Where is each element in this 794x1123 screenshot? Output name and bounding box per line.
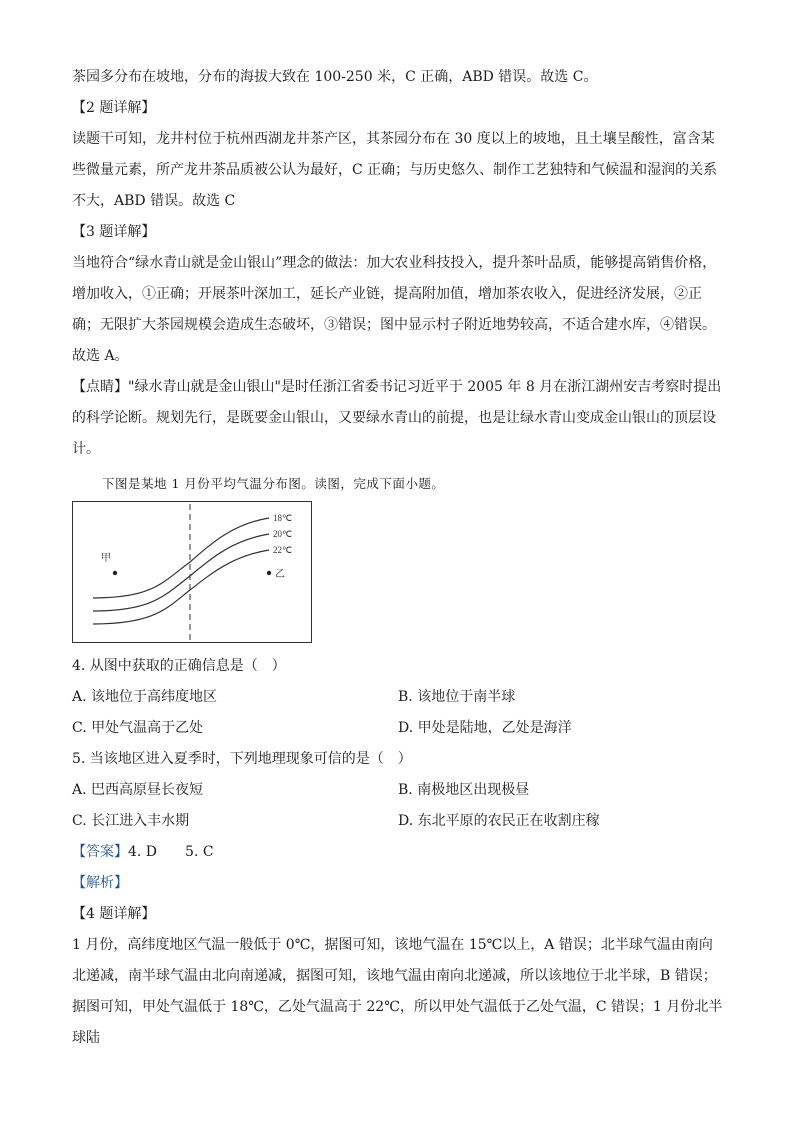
tip-label: 【点睛】: [72, 379, 128, 395]
point-a-marker: [113, 571, 117, 575]
option-d: D. 东北平原的农民正在收割庄稼: [398, 813, 600, 829]
text-line: 茶园多分布在坡地，分布的海拔大致在 100-250 米，C 正确，ABD 错误。故选 C。: [72, 69, 598, 85]
answer-text: 4. D 5. C: [128, 844, 214, 860]
question-5-options-row1: [72, 775, 724, 806]
isotherm-figure: [72, 501, 312, 643]
document-page: [72, 62, 724, 1054]
option-a: A. 该地位于高纬度地区: [72, 689, 218, 705]
answer-label: 【答案】: [72, 844, 128, 860]
analysis-label: 【解析】: [72, 875, 128, 891]
question-4-options-row2: [72, 713, 724, 744]
isotherm-label: 18℃: [273, 513, 293, 523]
tip-text: "绿水青山就是金山银山"是时任浙江省委书记习近平于 2005 年 8 月在浙江湖州安吉考察时提出的科学论断。规划先行，是既要金山银山，又要绿水青山的前提，也是让绿水青山变成金山银山的顶层设计。: [72, 379, 722, 457]
tip-paragraph: [72, 372, 724, 465]
paragraph: 当地符合“绿水青山就是金山银山”理念的做法：加大农业科技投入，提升茶叶品质，能够提高销售价格，增加收入，①正确；开展茶叶深加工，延长产业链，提高附加值，增加茶农收入，促进经济发展，②正确；无限扩大茶园规模会造成生态破坏，③错误；图中显示村子附近地势较高，不适合建水库，④错误。故选 A。: [72, 255, 717, 364]
figure-intro: 下图是某地 1 月份平均气温分布图。读图，完成下面小题。: [102, 476, 445, 491]
isotherm-label: 22℃: [273, 545, 293, 555]
point-b-label: 乙: [275, 569, 285, 580]
option-c: C. 甲处气温高于乙处: [72, 720, 204, 736]
answer-line: [72, 837, 724, 868]
section-heading: 【2 题详解】: [72, 100, 156, 116]
paragraph: 1 月份，高纬度地区气温一般低于 0℃，据图可知，该地气温在 15℃以上，A 错误；北半球气温由南向北递减，南半球气温由北向南递减，据图可知，该地气温由南向北递减，所以该地位于北半球，B 错误；据图可知，甲处气温低于 18℃，乙处气温高于 22℃，所以甲处气温低于乙处气温，C 错误；1 月份北半球陆: [72, 937, 723, 1046]
isotherm-20: [93, 534, 269, 611]
option-d: D. 甲处是陆地，乙处是海洋: [398, 720, 572, 736]
section-heading: 【3 题详解】: [72, 224, 156, 240]
question-4-stem: 4. 从图中获取的正确信息是（ ）: [72, 658, 286, 674]
question-4-options-row1: [72, 682, 724, 713]
question-5-stem: 5. 当该地区进入夏季时，下列地理现象可信的是（ ）: [72, 751, 412, 767]
question-5-options-row2: [72, 806, 724, 837]
section-heading: 【4 题详解】: [72, 906, 156, 922]
isotherm-22: [93, 550, 269, 624]
option-b: B. 该地位于南半球: [398, 689, 516, 705]
option-b: B. 南极地区出现极昼: [398, 782, 530, 798]
option-c: C. 长江进入丰水期: [72, 813, 190, 829]
isotherm-map: [73, 502, 311, 642]
point-a-label: 甲: [101, 553, 111, 564]
isotherm-label: 20℃: [273, 529, 293, 539]
point-b-marker: [267, 571, 271, 575]
option-a: A. 巴西高原昼长夜短: [72, 782, 204, 798]
isotherm-18: [93, 518, 269, 598]
paragraph: 读题干可知，龙井村位于杭州西湖龙井茶产区，其茶园分布在 30 度以上的坡地，且土壤呈酸性，富含某些微量元素，所产龙井茶品质被公认为最好，C 正确；与历史悠久、制作工艺独特和气候温和湿润的关系不大，ABD 错误。故选 C: [72, 131, 718, 209]
